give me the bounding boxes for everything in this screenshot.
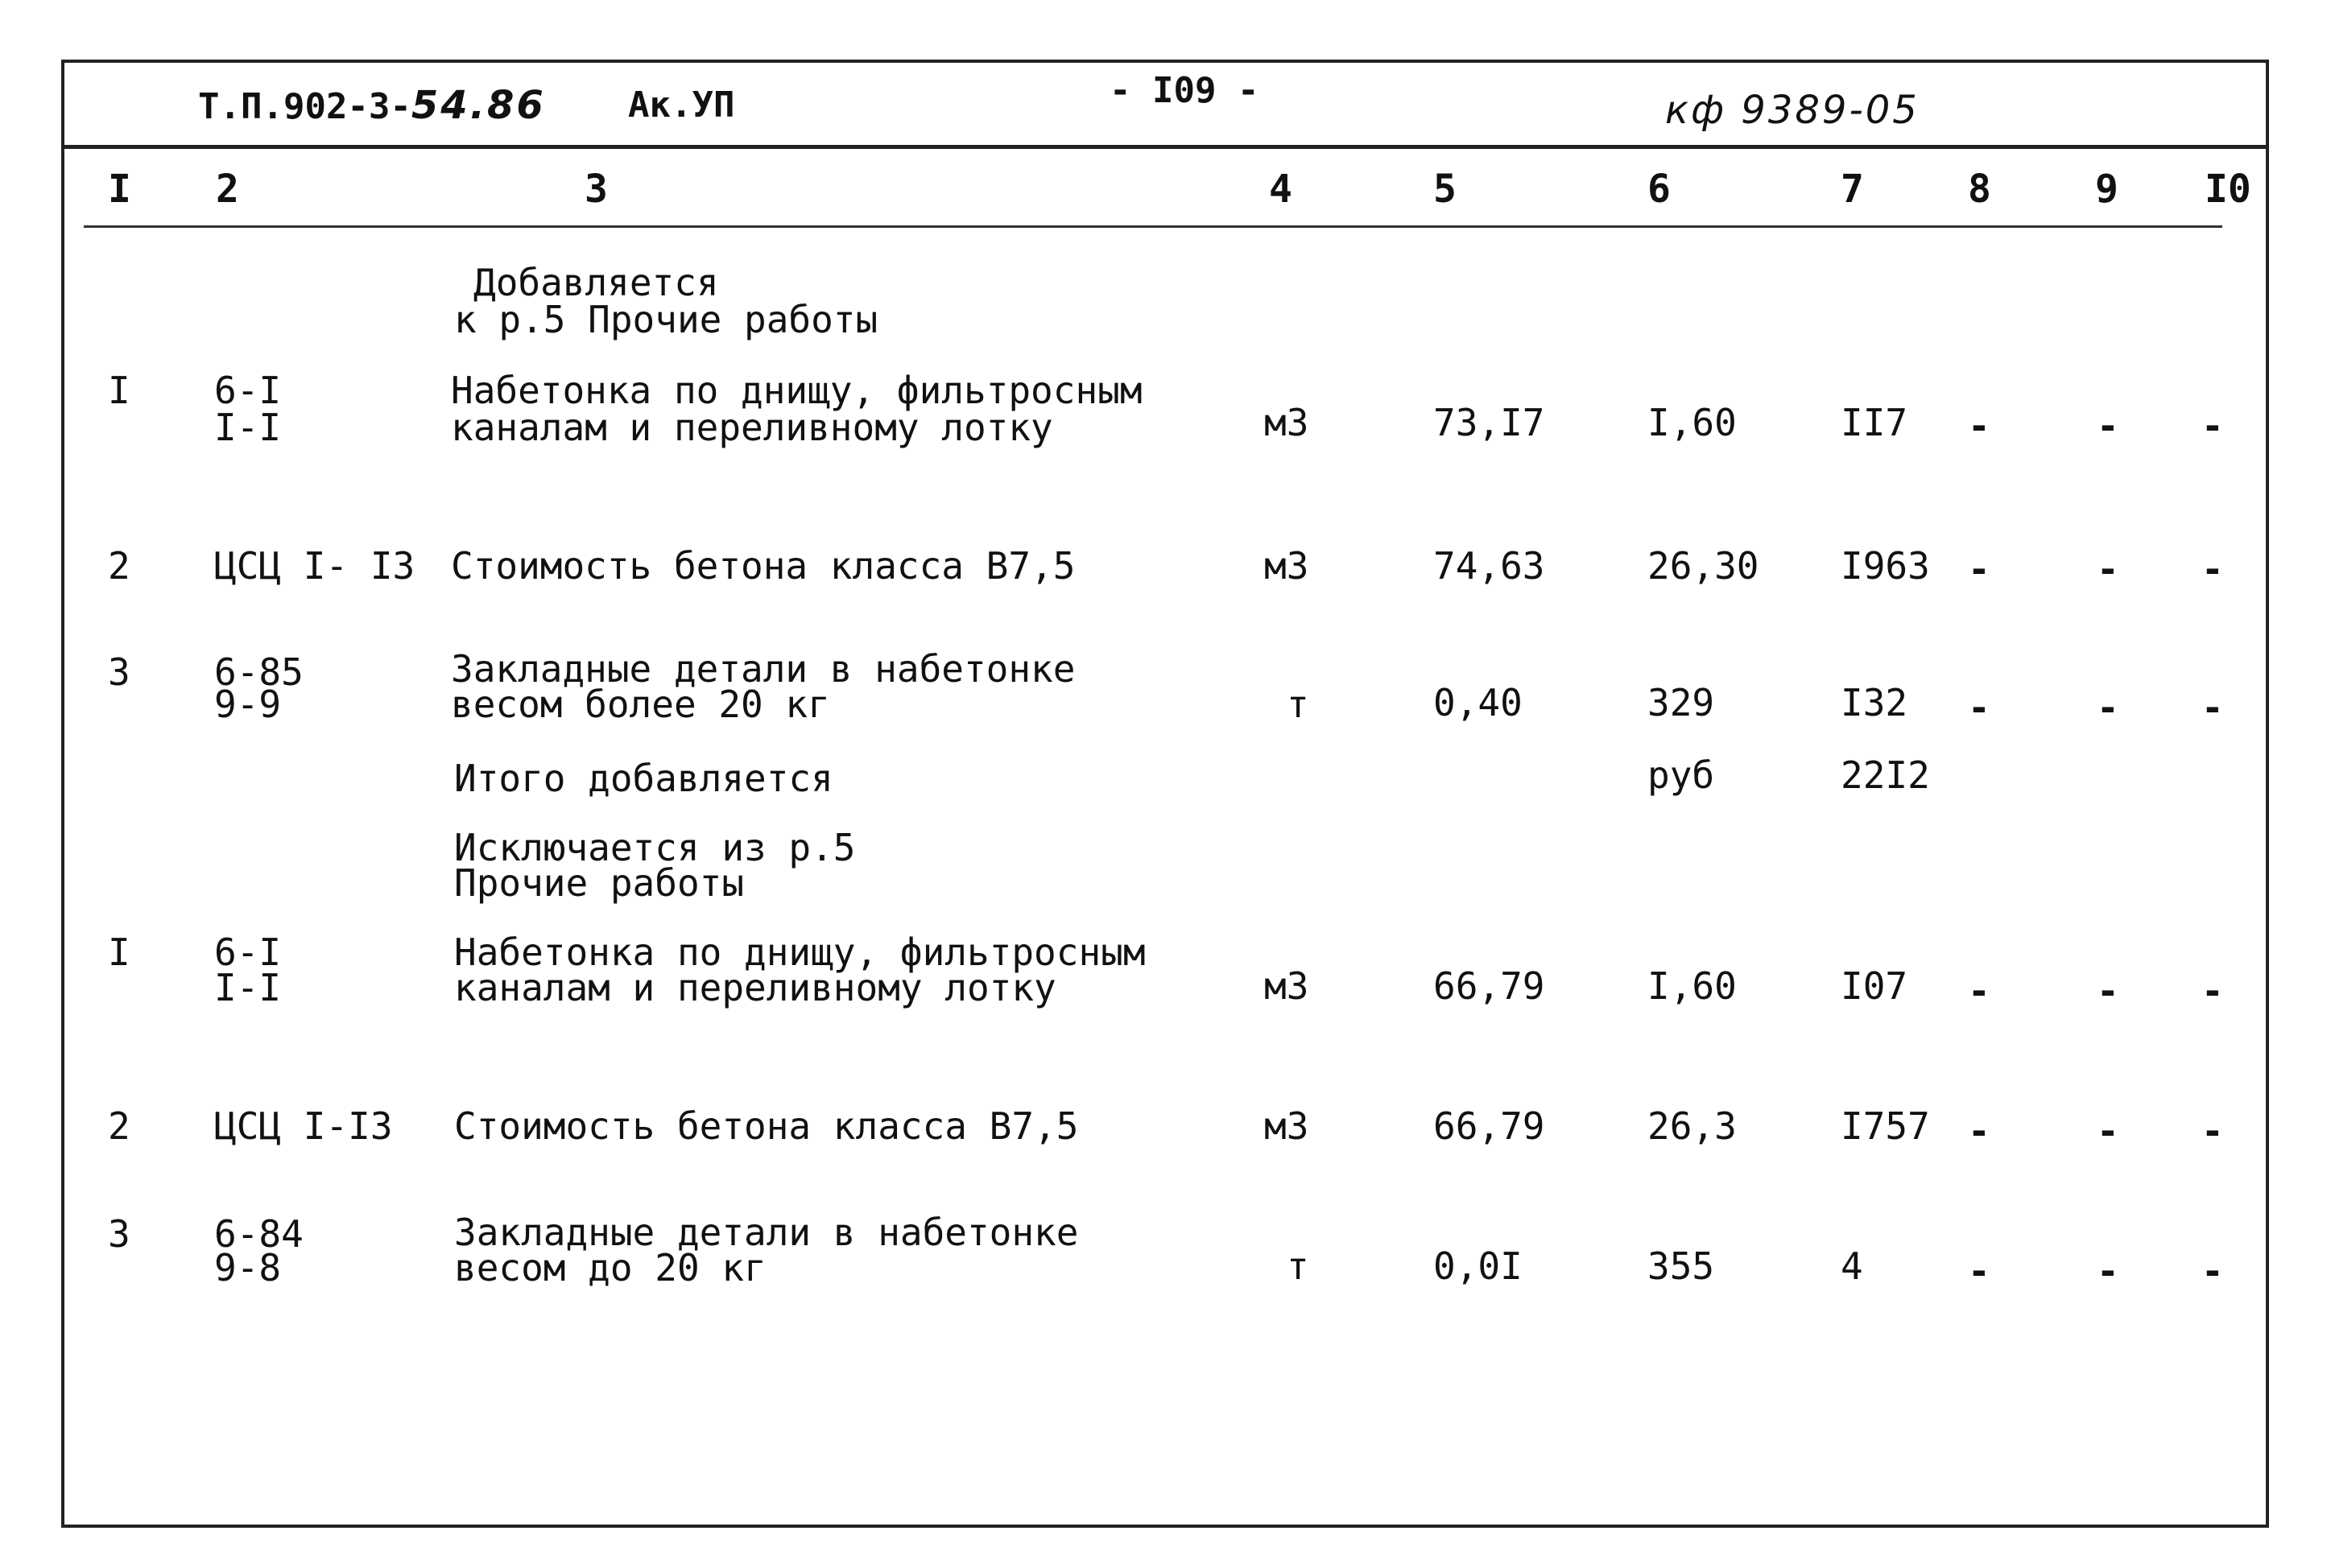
doc-code-handwritten: 54.86 <box>411 83 546 128</box>
rate-code-sub: 9-9 <box>214 683 282 726</box>
col-header-3: 3 <box>585 167 608 212</box>
col9-dash: - <box>2097 969 2119 1013</box>
quantity: 0,0I <box>1433 1244 1523 1288</box>
unit-price: 26,3 <box>1647 1104 1737 1148</box>
work-description-cont: каналам и переливному лотку <box>451 406 1053 449</box>
header-divider <box>61 145 2269 149</box>
removed-heading-sub: Прочие работы <box>454 861 745 905</box>
removed-heading: Исключается из р.5 <box>454 826 856 869</box>
work-description-cont: весом до 20 кг <box>454 1246 767 1289</box>
doc-code-prefix: Т.П.902-3- <box>198 86 411 127</box>
total-cost: 4 <box>1841 1244 1863 1288</box>
total-cost: II7 <box>1841 401 1908 444</box>
col9-dash: - <box>2097 1249 2119 1293</box>
row-number: I <box>108 930 130 974</box>
col9-dash: - <box>2097 404 2119 448</box>
unit-price: 355 <box>1647 1244 1715 1288</box>
rate-code: 6-I <box>214 369 282 412</box>
col10-dash: - <box>2201 404 2224 448</box>
quantity: 0,40 <box>1433 681 1523 724</box>
col-header-10: I0 <box>2205 167 2251 212</box>
rate-code: ЦСЦ I-I3 <box>214 1104 393 1148</box>
unit-price: I,60 <box>1647 401 1737 444</box>
col-header-2: 2 <box>216 167 239 212</box>
row-number: 3 <box>108 1212 130 1256</box>
doc-code <box>198 83 546 128</box>
total-cost: I963 <box>1841 544 1930 588</box>
subtotal-unit: руб <box>1647 753 1715 797</box>
col9-dash: - <box>2097 686 2119 729</box>
page-frame <box>61 60 2269 1528</box>
rate-code: 6-85 <box>214 650 304 694</box>
added-heading: Добавляется <box>473 261 719 304</box>
work-description: Набетонка по днищу, фильтросным <box>454 930 1146 974</box>
rate-code-sub: I-I <box>214 406 282 449</box>
work-description: Закладные детали в набетонке <box>451 647 1076 691</box>
col8-dash: - <box>1968 404 1990 448</box>
col-header-5: 5 <box>1433 167 1457 212</box>
col-header-8: 8 <box>1968 167 1991 212</box>
work-description-cont: весом более 20 кг <box>451 683 830 726</box>
rate-code: 6-I <box>214 930 282 974</box>
work-description: Стоимость бетона класса В7,5 <box>451 544 1076 588</box>
row-number: I <box>108 369 130 412</box>
row-number: 2 <box>108 544 130 588</box>
work-description: Набетонка по днищу, фильтросным <box>451 369 1143 412</box>
col-header-9: 9 <box>2095 167 2118 212</box>
quantity: 66,79 <box>1433 964 1545 1008</box>
rate-code-sub: 9-8 <box>214 1246 282 1289</box>
row-number: 3 <box>108 650 130 694</box>
col10-dash: - <box>2201 547 2224 591</box>
sheet-code: кф 9389-05 <box>1665 88 1920 133</box>
column-header-rule <box>84 225 2222 228</box>
col9-dash: - <box>2097 1109 2119 1153</box>
col8-dash: - <box>1968 547 1990 591</box>
col10-dash: - <box>2201 969 2224 1013</box>
work-description: Закладные детали в набетонке <box>454 1211 1079 1254</box>
unit: т <box>1287 683 1309 726</box>
work-description: Стоимость бетона класса В7,5 <box>454 1104 1079 1148</box>
unit: м3 <box>1264 1104 1309 1148</box>
rate-code: 6-84 <box>214 1212 304 1256</box>
col-header-4: 4 <box>1269 167 1292 212</box>
total-cost: I757 <box>1841 1104 1930 1148</box>
unit-price: 329 <box>1647 681 1715 724</box>
work-description-cont: каналам и переливному лотку <box>454 966 1056 1009</box>
row-number: 2 <box>108 1104 130 1148</box>
unit: м3 <box>1264 401 1309 444</box>
subtotal-label: Итого добавляется <box>454 757 833 800</box>
col9-dash: - <box>2097 547 2119 591</box>
col-header-1: I <box>108 167 131 212</box>
col-header-7: 7 <box>1841 167 1864 212</box>
unit: м3 <box>1264 964 1309 1008</box>
unit: м3 <box>1264 544 1309 588</box>
added-heading-sub: к р.5 Прочие работы <box>454 298 878 341</box>
total-cost: I07 <box>1841 964 1908 1008</box>
unit-price: I,60 <box>1647 964 1737 1008</box>
col8-dash: - <box>1968 686 1990 729</box>
subtotal-value: 22I2 <box>1841 753 1930 797</box>
quantity: 73,I7 <box>1433 401 1545 444</box>
total-cost: I32 <box>1841 681 1908 724</box>
quantity: 66,79 <box>1433 1104 1545 1148</box>
col10-dash: - <box>2201 686 2224 729</box>
col8-dash: - <box>1968 1249 1990 1293</box>
section-code: Ак.УП <box>628 85 735 126</box>
col10-dash: - <box>2201 1249 2224 1293</box>
col8-dash: - <box>1968 969 1990 1013</box>
quantity: 74,63 <box>1433 544 1545 588</box>
col8-dash: - <box>1968 1109 1990 1153</box>
unit: т <box>1287 1244 1309 1288</box>
rate-code-sub: I-I <box>214 966 282 1009</box>
col-header-6: 6 <box>1647 167 1671 212</box>
col10-dash: - <box>2201 1109 2224 1153</box>
unit-price: 26,30 <box>1647 544 1759 588</box>
page-number: - I09 - <box>1110 70 1259 111</box>
rate-code: ЦСЦ I- I3 <box>214 544 415 588</box>
